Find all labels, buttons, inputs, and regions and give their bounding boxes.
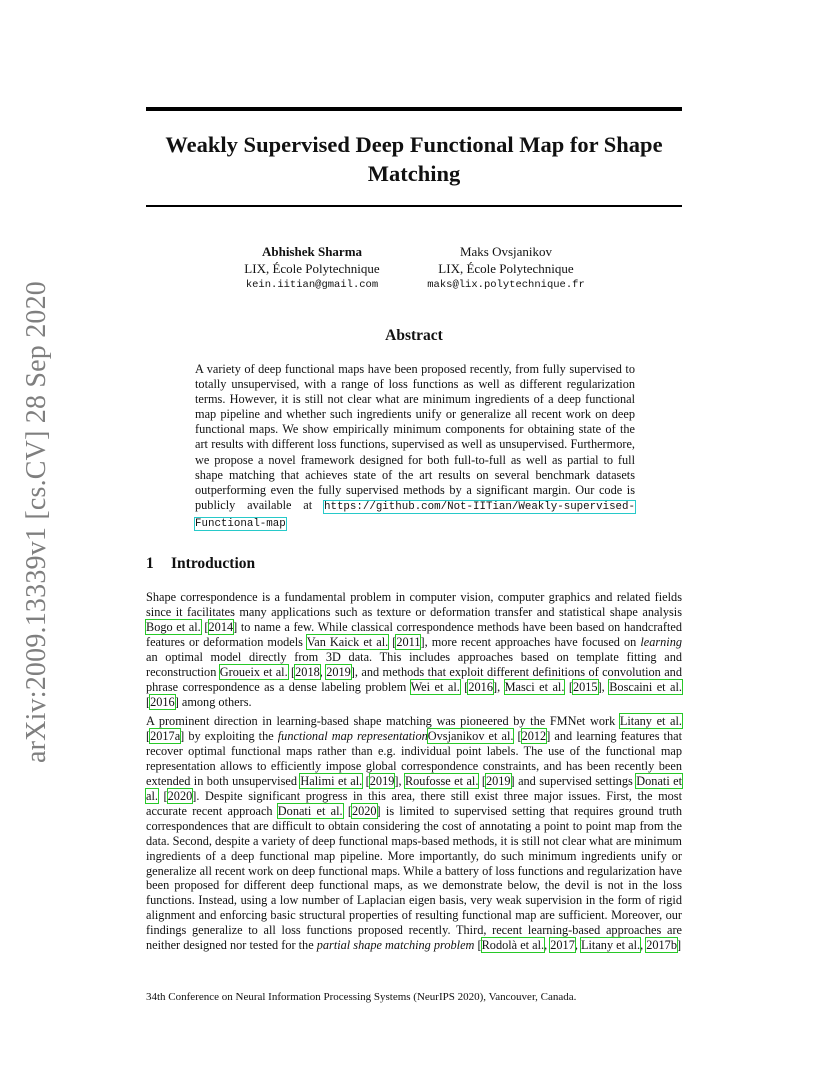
section-title: Introduction xyxy=(171,555,256,572)
author-block-1 xyxy=(202,243,422,294)
citation-year-link[interactable]: 2020 xyxy=(167,788,193,803)
citation-link[interactable]: Donati et al. xyxy=(277,803,343,818)
author-name: Abhishek Sharma xyxy=(261,244,363,259)
citation-link[interactable]: Groueix et al. xyxy=(219,664,288,679)
citation-year-link[interactable]: 2018 xyxy=(295,664,320,679)
citation-link[interactable]: Litany et al. xyxy=(581,938,641,953)
citation-link[interactable]: Wei et al. xyxy=(410,679,460,694)
title-rule-bottom xyxy=(146,205,682,207)
text-run: is limited to supervised setting that requires ground truth correspondences that are difficult to obtain considering the cost of annotating a point to point map from the data. Second, despite a variety of deep functional maps-based methods, it is still not clear what are minimum ingredients of a deep functional map pipeline. More importantly, do such minimum ingredients unify or generalize all recent work on deep functional maps. While a battery of loss functions and regularization have been proposed for different deep functional maps, as we demonstrate below, the devil is not in the loss functions. Instead, using a low number of Laplacian eigen basis, very weak supervision in the form of rigid alignment and enforcing basic structural properties of resulting functional map are sufficient. Moreover, our findings generalize to all loss functions proposed recently. Third, recent learning-based approaches are neither designed nor tested for the xyxy=(146,803,682,953)
intro-paragraph-1: Shape correspondence is a fundamental problem in computer vision, computer graphics and related fields since it facilitates many applications such as texture or deformation transfer and statistical shape analysis Bogo et al. [2014] to name a few. While classical correspondence methods have been based on handcrafted features or deformation models Van Kaick et al. [2011], more recent approaches have focused on learning an optimal model directly from 3D data. This includes approaches based on template fitting and reconstruction Groueix et al. [2018, 2019], and methods that exploit different definitions of convolution and phrase correspondence as a dense labeling problem Wei et al. [2016], Masci et al. [2015], Boscaini et al. [2016] among others. xyxy=(146,590,683,709)
arxiv-identifier-stamp: arXiv:2009.13339v1 [cs.CV] 28 Sep 2020 xyxy=(21,280,52,764)
text-run: , more recent approaches have focused on xyxy=(424,634,641,649)
citation-link[interactable]: Halimi et al. xyxy=(300,773,363,788)
citation-year-link[interactable]: 2016 xyxy=(150,694,175,709)
abstract-text: A variety of deep functional maps have been proposed recently, from fully supervised to totally unsupervised, with a range of loss functions as well as different regularization terms. However, it is still not clear what are minimum ingredients of a deep functional map pipeline and whether such ingredients unify or generalize all recent work on deep functional maps. We show empirically minimum components for obtaining state of the art results with different loss functions, supervised as well as unsupervised. Furthermore, we propose a novel framework designed for both full-to-full as well as partial to full shape matching that achieves state of the art results on several benchmark datasets outperforming even the fully supervised methods by a significant margin. Our code is publicly available at xyxy=(195,362,635,512)
title-rule-top xyxy=(146,107,682,111)
author-affiliation: LIX, École Polytechnique xyxy=(438,261,574,276)
citation-year-link[interactable]: 2017a xyxy=(150,728,181,743)
text-run: ] xyxy=(676,938,682,953)
citation-year-link[interactable]: 2017b xyxy=(646,938,677,953)
citation-year-link[interactable]: 2019 xyxy=(485,773,511,788)
citation-link[interactable]: Bogo et al. xyxy=(146,619,201,634)
citation-year-link[interactable]: 2015 xyxy=(572,679,598,694)
citation-link[interactable]: Roufosse et al. xyxy=(404,773,479,788)
citation-year-link[interactable]: 2014 xyxy=(208,619,234,634)
emphasis: functional map representation xyxy=(277,728,428,743)
citation-link[interactable]: Rodolà et al. xyxy=(481,938,545,953)
text-run: by exploiting the xyxy=(184,728,278,743)
citation-link[interactable]: Masci et al. xyxy=(504,679,565,694)
text-run: , and methods that exploit different definitions of convolution and phrase correspondence as a dense labeling problem xyxy=(146,664,682,694)
citation-link[interactable]: Van Kaick et al. xyxy=(306,634,389,649)
text-run: and learning features that recover optimal functional maps rather than e.g. individual point labels. The use of the functional map representation allows to efficiently impose global correspondence constraints, and has been recently been extended in both unsupervised xyxy=(146,728,682,788)
code-url-link[interactable]: https://github.com/Not-IITian/Weakly-supervised-Functional-map xyxy=(195,500,635,530)
section-heading-introduction xyxy=(146,555,255,573)
citation-year-link[interactable]: 2011 xyxy=(396,634,421,649)
citation-year-link[interactable]: 2019 xyxy=(369,773,395,788)
citation-link[interactable]: Boscaini et al. xyxy=(609,679,683,694)
author-email: maks@lix.polytechnique.fr xyxy=(427,279,585,291)
text-run: among others. xyxy=(178,694,252,709)
abstract-body xyxy=(195,362,635,532)
text-run: to name a few. While classical correspondence methods have been based on handcrafted features or deformation models xyxy=(146,619,682,649)
author-name: Maks Ovsjanikov xyxy=(459,244,553,259)
citation-link[interactable]: Litany et al. xyxy=(619,714,683,728)
citation-year-link[interactable]: 2020 xyxy=(351,803,377,818)
author-email: kein.iitian@gmail.com xyxy=(245,279,379,291)
citation-year-link[interactable]: 2017 xyxy=(550,938,575,953)
conference-footnote: 34th Conference on Neural Information Processing Systems (NeurIPS 2020), Vancouver, Canada. xyxy=(146,991,577,1003)
citation-link[interactable]: Donati et al. xyxy=(146,773,683,803)
text-run: [ xyxy=(474,938,482,953)
intro-paragraph-2: A prominent direction in learning-based shape matching was pioneered by the FMNet work Litany et al. [2017a] by exploiting the functional map representationOvsjanikov et al. [2012] and learning features that recover optimal functional maps rather than e.g. individual point labels. The use of the functional map representation allows to efficiently impose global correspondence constraints, and has been recently been extended in both unsupervised Halimi et al. [2019], Roufosse et al. [2019] and supervised settings Donati et al. [2020]. Despite significant progress in this area, there still exist three major issues. First, the most accurate recent approach Donati et al. [2020] is limited to supervised setting that requires ground truth correspondences that are difficult to obtain considering the cost of annotating a point to point map from the data. Second, despite a variety of deep functional maps-based methods, it is still not clear what are minimum ingredients of a deep functional map pipeline. More importantly, do such minimum ingredients unify or generalize all recent work on deep functional maps. While a battery of loss functions and regularization have been proposed for different deep functional maps, as we demonstrate below, the devil is not in the loss functions. Instead, using a low number of Laplacian eigen basis, very weak supervision in the form of rigid alignment and enforcing basic structural properties of resulting functional map are sufficient. Moreover, our findings generalize to all loss functions proposed recently. Third, recent learning-based approaches are neither designed nor tested for the partial shape matching problem [Rodolà et al., 2017, Litany et al., 2017b] xyxy=(146,714,683,953)
emphasis: partial shape matching problem xyxy=(316,938,475,953)
author-block-2 xyxy=(396,243,616,294)
abstract-heading: Abstract xyxy=(385,327,443,344)
text-run: . Despite significant progress in this area, there still exist three major issues. First, the most accurate recent approach xyxy=(146,788,682,818)
author-affiliation: LIX, École Polytechnique xyxy=(244,261,380,276)
text-run: Shape correspondence is a fundamental problem in computer vision, computer graphics and related fields since it facilitates many applications such as texture or deformation transfer and statistical shape analysis xyxy=(146,590,682,619)
emphasis: learning xyxy=(640,634,683,649)
citation-year-link[interactable]: 2019 xyxy=(326,664,351,679)
paper-title: Weakly Supervised Deep Functional Map for Shape Matching xyxy=(165,132,663,186)
text-run: A prominent direction in learning-based shape matching was pioneered by the FMNet work xyxy=(146,714,620,728)
section-number: 1 xyxy=(146,555,154,572)
text-run: an optimal model directly from 3D data. This includes approaches based on template fitting and reconstruction xyxy=(146,649,682,679)
citation-year-link[interactable]: 2016 xyxy=(468,679,493,694)
text-run: and supervised settings xyxy=(514,773,637,788)
citation-year-link[interactable]: 2012 xyxy=(521,728,547,743)
citation-link[interactable]: Ovsjanikov et al. xyxy=(427,728,514,743)
